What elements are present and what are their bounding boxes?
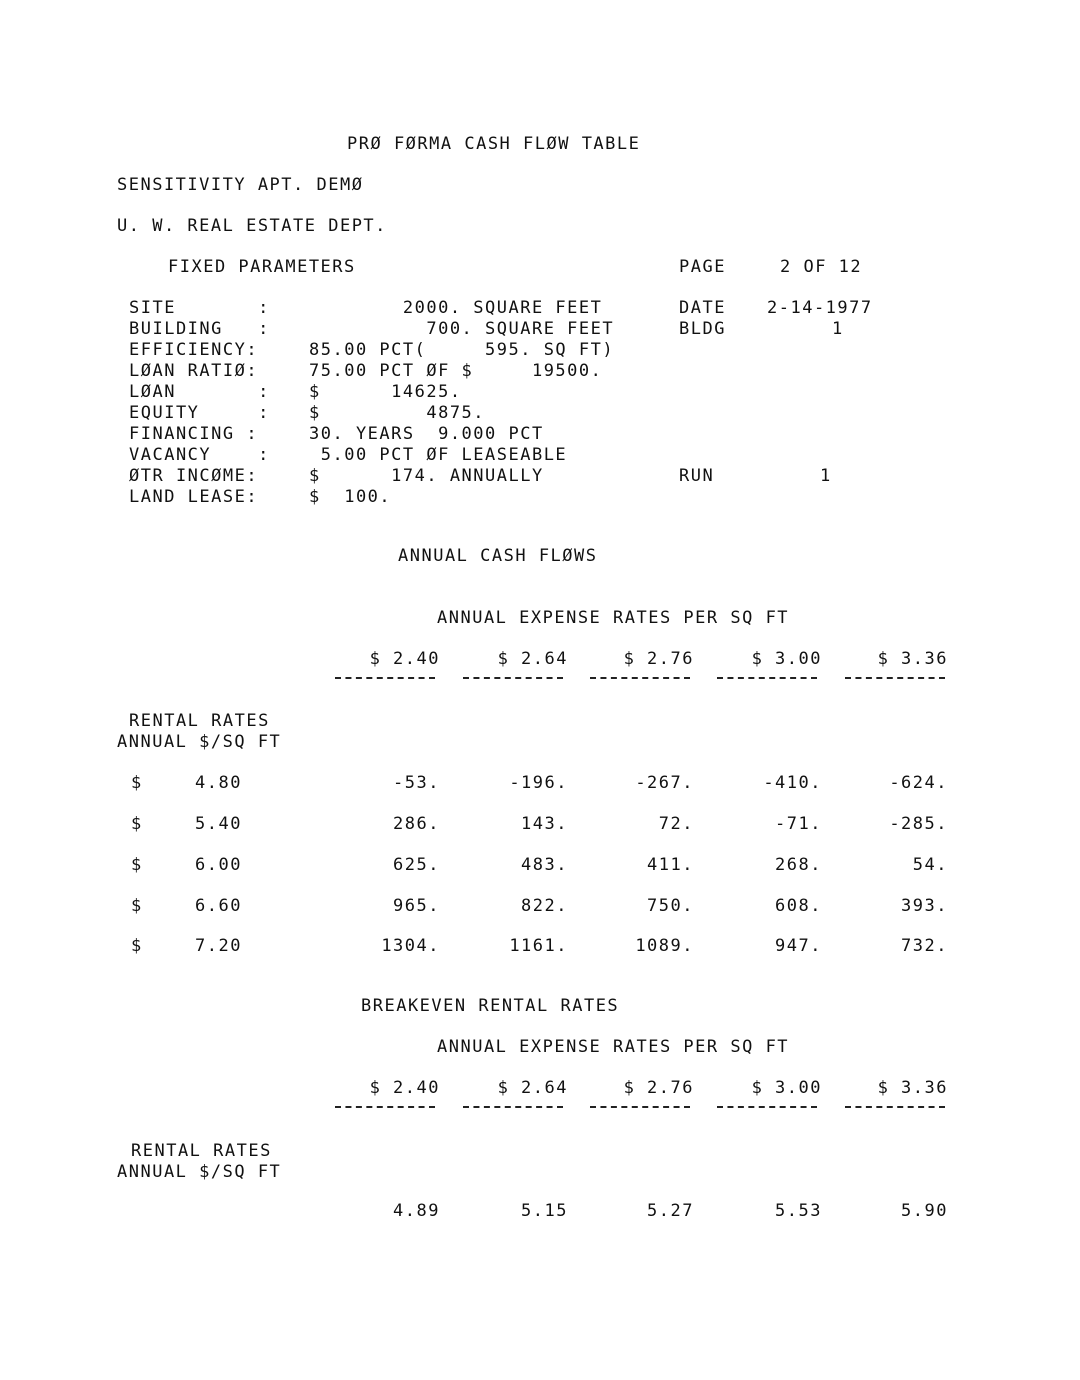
page-label: PAGE bbox=[679, 257, 726, 277]
cash-flow-cell: -196. bbox=[509, 773, 568, 793]
expense-rates-header: ANNUAL EXPENSE RATES PER SQ FT bbox=[437, 1037, 790, 1057]
section-heading-fixed-parameters: FIXED PARAMETERS bbox=[168, 257, 356, 277]
expense-rate-header: $ 2.64 bbox=[497, 1078, 568, 1098]
run-label: RUN bbox=[679, 466, 715, 486]
run-value: 1 bbox=[820, 466, 832, 486]
expense-rate-header: $ 3.36 bbox=[877, 649, 948, 669]
breakeven-cell: 5.15 bbox=[521, 1201, 568, 1221]
param-label: LØAN RATIØ: bbox=[129, 361, 259, 381]
cash-flow-cell: 732. bbox=[901, 936, 948, 956]
report-subtitle: SENSITIVITY APT. DEMØ bbox=[117, 175, 364, 195]
cash-flow-cell: -71. bbox=[775, 814, 822, 834]
cash-flow-cell: 1089. bbox=[635, 936, 694, 956]
column-underline bbox=[335, 1106, 435, 1108]
param-value: $ 100. bbox=[309, 487, 392, 507]
cash-flow-cell: 947. bbox=[775, 936, 822, 956]
column-underline bbox=[590, 677, 690, 679]
rental-rate: 5.40 bbox=[195, 814, 242, 834]
cash-flow-cell: 822. bbox=[521, 896, 568, 916]
expense-rate-header: $ 2.76 bbox=[623, 649, 694, 669]
cash-flow-cell: 54. bbox=[912, 855, 948, 875]
param-value: $ 4875. bbox=[309, 403, 486, 423]
cash-flow-cell: -285. bbox=[889, 814, 948, 834]
param-label: ØTR INCØME: bbox=[129, 466, 259, 486]
date-label: DATE bbox=[679, 298, 726, 318]
param-value: 75.00 PCT ØF $ 19500. bbox=[309, 361, 603, 381]
param-label: LAND LEASE: bbox=[129, 487, 259, 507]
expense-rate-header: $ 3.36 bbox=[877, 1078, 948, 1098]
breakeven-cell: 5.27 bbox=[647, 1201, 694, 1221]
param-value: $ 174. ANNUALLY bbox=[309, 466, 544, 486]
cash-flow-cell: 750. bbox=[647, 896, 694, 916]
cash-flow-cell: 268. bbox=[775, 855, 822, 875]
param-label: BUILDING : bbox=[129, 319, 270, 339]
cash-flow-cell: 1161. bbox=[509, 936, 568, 956]
cash-flow-cell: 483. bbox=[521, 855, 568, 875]
currency-symbol: $ bbox=[131, 814, 143, 834]
column-underline bbox=[590, 1106, 690, 1108]
column-underline bbox=[845, 1106, 945, 1108]
cash-flow-cell: 965. bbox=[393, 896, 440, 916]
date-value: 2-14-1977 bbox=[767, 298, 873, 318]
column-underline bbox=[845, 677, 945, 679]
expense-rate-header: $ 2.64 bbox=[497, 649, 568, 669]
currency-symbol: $ bbox=[131, 773, 143, 793]
param-value: 30. YEARS 9.000 PCT bbox=[309, 424, 544, 444]
cash-flow-cell: 143. bbox=[521, 814, 568, 834]
section-heading-breakeven: BREAKEVEN RENTAL RATES bbox=[361, 996, 620, 1016]
bldg-value: 1 bbox=[832, 319, 844, 339]
cash-flow-cell: -267. bbox=[635, 773, 694, 793]
cash-flow-cell: 608. bbox=[775, 896, 822, 916]
cash-flow-cell: -410. bbox=[763, 773, 822, 793]
rental-rate: 6.00 bbox=[195, 855, 242, 875]
breakeven-cell: 5.90 bbox=[901, 1201, 948, 1221]
expense-rate-header: $ 3.00 bbox=[751, 1078, 822, 1098]
row-header-units: ANNUAL $/SQ FT bbox=[117, 732, 282, 752]
page-number: 2 OF 12 bbox=[780, 257, 863, 277]
row-header-units: ANNUAL $/SQ FT bbox=[117, 1162, 282, 1182]
cash-flow-cell: 1304. bbox=[381, 936, 440, 956]
row-header-rental-rates: RENTAL RATES bbox=[131, 1141, 272, 1161]
section-heading-annual-cash-flows: ANNUAL CASH FLØWS bbox=[398, 546, 598, 566]
page-title: PRØ FØRMA CASH FLØW TABLE bbox=[347, 134, 641, 154]
currency-symbol: $ bbox=[131, 855, 143, 875]
param-label: FINANCING : bbox=[129, 424, 259, 444]
currency-symbol: $ bbox=[131, 896, 143, 916]
expense-rate-header: $ 3.00 bbox=[751, 649, 822, 669]
rental-rate: 7.20 bbox=[195, 936, 242, 956]
cash-flow-cell: 286. bbox=[393, 814, 440, 834]
cash-flow-cell: 72. bbox=[658, 814, 694, 834]
param-value: 2000. SQUARE FEET bbox=[309, 298, 603, 318]
param-label: VACANCY : bbox=[129, 445, 270, 465]
param-value: 85.00 PCT( 595. SQ FT) bbox=[309, 340, 615, 360]
expense-rates-header: ANNUAL EXPENSE RATES PER SQ FT bbox=[437, 608, 790, 628]
row-header-rental-rates: RENTAL RATES bbox=[129, 711, 270, 731]
expense-rate-header: $ 2.40 bbox=[369, 649, 440, 669]
department-name: U. W. REAL ESTATE DEPT. bbox=[117, 216, 387, 236]
expense-rate-header: $ 2.76 bbox=[623, 1078, 694, 1098]
param-value: 5.00 PCT ØF LEASEABLE bbox=[309, 445, 568, 465]
expense-rate-header: $ 2.40 bbox=[369, 1078, 440, 1098]
bldg-label: BLDG bbox=[679, 319, 726, 339]
breakeven-cell: 4.89 bbox=[393, 1201, 440, 1221]
column-underline bbox=[463, 1106, 563, 1108]
cash-flow-cell: 393. bbox=[901, 896, 948, 916]
cash-flow-cell: -53. bbox=[393, 773, 440, 793]
column-underline bbox=[717, 1106, 817, 1108]
param-label: EFFICIENCY: bbox=[129, 340, 259, 360]
column-underline bbox=[717, 677, 817, 679]
column-underline bbox=[463, 677, 563, 679]
breakeven-cell: 5.53 bbox=[775, 1201, 822, 1221]
column-underline bbox=[335, 677, 435, 679]
rental-rate: 4.80 bbox=[195, 773, 242, 793]
cash-flow-cell: 625. bbox=[393, 855, 440, 875]
param-value: $ 14625. bbox=[309, 382, 462, 402]
param-label: SITE : bbox=[129, 298, 270, 318]
param-label: LØAN : bbox=[129, 382, 270, 402]
param-value: 700. SQUARE FEET bbox=[309, 319, 615, 339]
rental-rate: 6.60 bbox=[195, 896, 242, 916]
param-label: EQUITY : bbox=[129, 403, 270, 423]
cash-flow-cell: 411. bbox=[647, 855, 694, 875]
currency-symbol: $ bbox=[131, 936, 143, 956]
cash-flow-cell: -624. bbox=[889, 773, 948, 793]
